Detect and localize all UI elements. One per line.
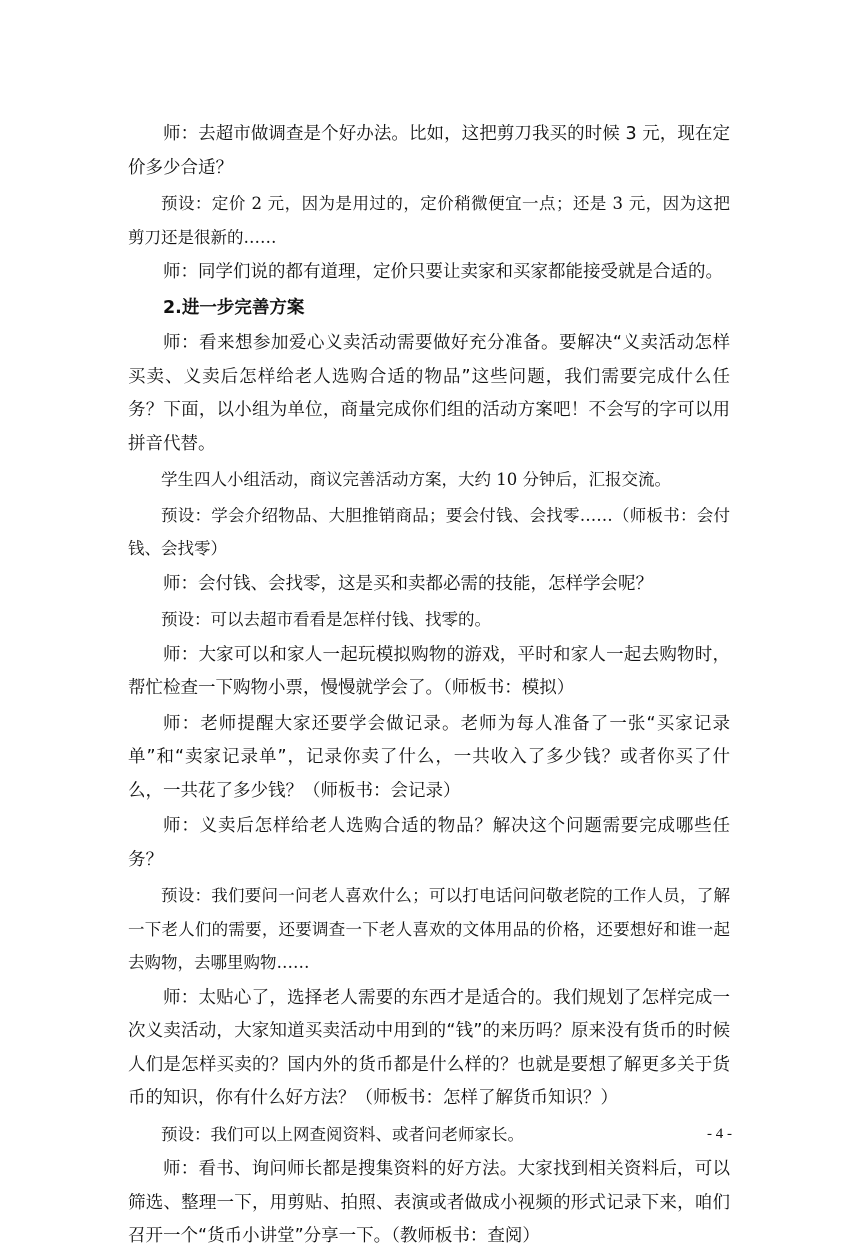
paragraph: 师：太贴心了，选择老人需要的东西才是适合的。我们规划了怎样完成一次义卖活动，大家知道买卖活动中用到的“钱”的来历吗？原来没有货币的时候人们是怎样买卖的？国内外的货币都是什么样的？也就是要想了解更多关于货币的知识，你有什么好方法？（师板书：怎样了解货币知识？）: [128, 987, 730, 1108]
paragraph: 师：大家可以和家人一起玩模拟购物的游戏，平时和家人一起去购物时，帮忙检查一下购物小票，慢慢就学会了。（师板书：模拟）: [128, 644, 730, 698]
paragraph: 预设：我们可以上网查阅资料、或者问老师家长。: [161, 1124, 524, 1144]
paragraph: 预设：可以去超市看看是怎样付钱、找零的。: [161, 610, 491, 629]
paragraph: 师：看书、询问师长都是搜集资料的好方法。大家找到相关资料后，可以筛选、整理一下，用剪贴、拍照、表演或者做成小视频的形式记录下来，咱们召开一个“货币小讲堂”分享一下。（教师板书：查阅）: [128, 1159, 730, 1246]
section-heading: 2.进一步完善方案: [163, 297, 305, 318]
paragraph: 学生四人小组活动，商议完善活动方案，大约 10 分钟后，汇报交流。: [161, 470, 671, 489]
page-number: - 4 -: [707, 1126, 732, 1142]
paragraph: 师：看来想参加爱心义卖活动需要做好充分准备。要解决“义卖活动怎样买卖、义卖后怎样给老人选购合适的物品”这些问题，我们需要完成什么任务？下面，以小组为单位，商量完成你们组的活动方案吧！不会写的字可以用拼音代替。: [128, 333, 730, 454]
paragraph: 预设：学会介绍物品、大胆推销商品；要会付钱、会找零……（师板书：会付钱、会找零）: [128, 505, 730, 558]
document-body: [128, 118, 730, 1256]
paragraph: 师：义卖后怎样给老人选购合适的物品？解决这个问题需要完成哪些任务？: [128, 816, 730, 870]
paragraph: 预设：我们要问一问老人喜欢什么；可以打电话问问敬老院的工作人员，了解一下老人们的需要，还要调查一下老人喜欢的文体用品的价格，还要想好和谁一起去购物，去哪里购物……: [128, 886, 730, 972]
paragraph: 师：会付钱、会找零，这是买和卖都必需的技能，怎样学会呢？: [163, 573, 653, 594]
paragraph: 预设：定价 2 元，因为是用过的，定价稍微便宜一点；还是 3 元，因为这把剪刀还是很新的……: [128, 194, 730, 247]
paragraph: 师：老师提醒大家还要学会做记录。老师为每人准备了一张“买家记录单”和“卖家记录单”，记录你卖了什么，一共收入了多少钱？或者你买了什么，一共花了多少钱？（师板书：会记录）: [128, 713, 730, 801]
paragraph: 师：同学们说的都有道理，定价只要让卖家和买家都能接受就是合适的。: [163, 262, 723, 282]
paragraph: 师：去超市做调查是个好办法。比如，这把剪刀我买的时候 3 元，现在定价多少合适？: [128, 124, 730, 178]
